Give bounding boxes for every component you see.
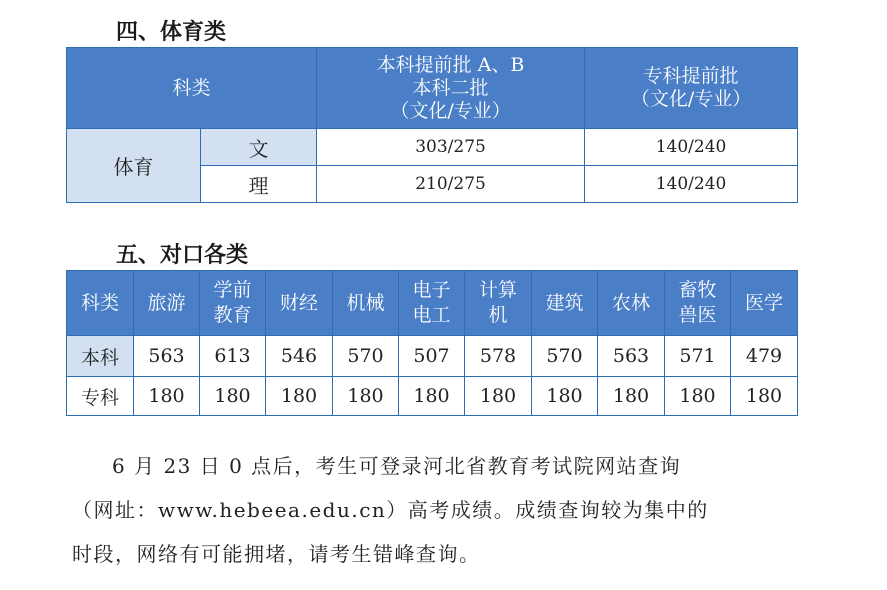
row-label-arts: 文 xyxy=(201,129,317,166)
table-cell: 180 xyxy=(665,377,731,416)
table-cell: 563 xyxy=(134,336,200,377)
table-cell: 180 xyxy=(266,377,333,416)
col-header-medicine: 医学 xyxy=(731,271,798,336)
notice-line-2: （网址：www.hebeea.edu.cn）高考成绩。成绩查询较为集中的 xyxy=(72,498,709,522)
table-cell: 180 xyxy=(399,377,465,416)
table-cell: 180 xyxy=(731,377,798,416)
table-cell: 479 xyxy=(731,336,798,377)
notice-line-1: 6 月 23 日 0 点后，考生可登录河北省教育考试院网站查询 xyxy=(112,454,682,478)
header-junior-college: 专科提前批 （文化/专业） xyxy=(585,48,798,129)
table-cell: 180 xyxy=(465,377,532,416)
section-title-sports: 四、体育类 xyxy=(116,20,227,45)
table-cell: 571 xyxy=(665,336,731,377)
table-cell: 546 xyxy=(266,336,333,377)
table-cell: 180 xyxy=(333,377,399,416)
table-cell: 613 xyxy=(200,336,266,377)
col-header-finance: 财经 xyxy=(266,271,333,336)
cell-science-junior: 140/240 xyxy=(585,166,798,203)
notice-line-3: 时段，网络有可能拥堵，请考生错峰查询。 xyxy=(72,542,481,566)
table-cell: 180 xyxy=(200,377,266,416)
col-header-machinery: 机械 xyxy=(333,271,399,336)
sports-score-table xyxy=(66,47,798,203)
row-label-undergrad: 本科 xyxy=(67,336,134,377)
col-header-electronics: 电子 电工 xyxy=(399,271,465,336)
col-header-tourism: 旅游 xyxy=(134,271,200,336)
section-title-vocational: 五、对口各类 xyxy=(116,243,249,268)
group-label-sports: 体育 xyxy=(67,129,201,203)
table-cell: 570 xyxy=(532,336,598,377)
cell-science-undergrad: 210/275 xyxy=(317,166,585,203)
col-header-veterinary: 畜牧 兽医 xyxy=(665,271,731,336)
table-cell: 507 xyxy=(399,336,465,377)
col-header-preschool-education: 学前 教育 xyxy=(200,271,266,336)
table-cell: 570 xyxy=(333,336,399,377)
cell-arts-junior: 140/240 xyxy=(585,129,798,166)
col-header-architecture: 建筑 xyxy=(532,271,598,336)
header-undergrad: 本科提前批 A、B 本科二批 （文化/专业） xyxy=(317,48,585,129)
row-label-science: 理 xyxy=(201,166,317,203)
table-cell: 180 xyxy=(598,377,665,416)
header-category: 科类 xyxy=(67,48,317,129)
col-header-computer: 计算 机 xyxy=(465,271,532,336)
table-cell: 578 xyxy=(465,336,532,377)
table-cell: 180 xyxy=(532,377,598,416)
score-query-notice xyxy=(72,444,802,576)
row-label-junior: 专科 xyxy=(67,377,134,416)
cell-arts-undergrad: 303/275 xyxy=(317,129,585,166)
vocational-score-table xyxy=(66,270,798,416)
col-header-category: 科类 xyxy=(67,271,134,336)
table-cell: 180 xyxy=(134,377,200,416)
col-header-agriculture: 农林 xyxy=(598,271,665,336)
table-cell: 563 xyxy=(598,336,665,377)
